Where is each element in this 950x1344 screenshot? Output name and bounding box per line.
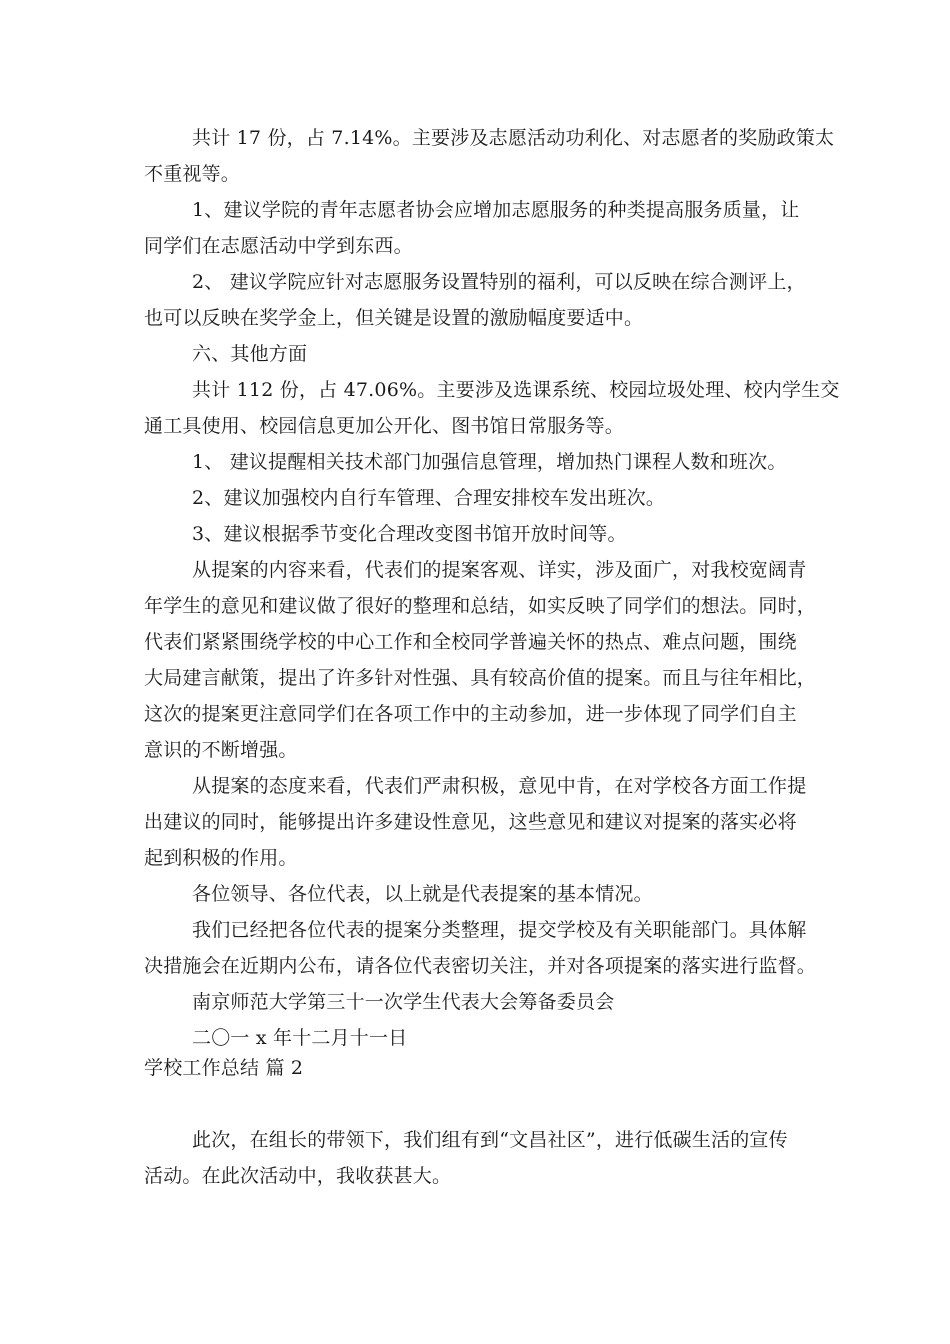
paragraph-line: 共计 112 份，占 47.06%。主要涉及选课系统、校园垃圾处理、校内学生交	[192, 379, 840, 401]
paragraph-line: 代表们紧紧围绕学校的中心工作和全校同学普遍关怀的热点、难点问题，围绕	[144, 631, 797, 653]
paragraph-line: 活动。在此次活动中，我收获甚大。	[144, 1165, 452, 1187]
paragraph-line: 1、建议学院的青年志愿者协会应增加志愿服务的种类提高服务质量，让	[192, 199, 800, 221]
paragraph-line: 意识的不断增强。	[144, 739, 298, 761]
paragraph-line: 年学生的意见和建议做了很好的整理和总结，如实反映了同学们的想法。同时，	[144, 595, 817, 617]
paragraph-line: 各位领导、各位代表，以上就是代表提案的基本情况。	[192, 883, 653, 905]
subsection-heading: 六、其他方面	[192, 343, 308, 365]
paragraph-line: 这次的提案更注意同学们在各项工作中的主动参加，进一步体现了同学们自主	[144, 703, 797, 725]
paragraph-line: 出建议的同时，能够提出许多建设性意见，这些意见和建议对提案的落实必将	[144, 811, 797, 833]
paragraph-line: 起到积极的作用。	[144, 847, 298, 869]
paragraph-line: 此次，在组长的带领下，我们组有到“文昌社区”，进行低碳生活的宣传	[192, 1129, 788, 1151]
paragraph-line: 决措施会在近期内公布，请各位代表密切关注，并对各项提案的落实进行监督。	[144, 955, 817, 977]
list-item: 1、 建议提醒相关技术部门加强信息管理，增加热门课程人数和班次。	[192, 451, 787, 473]
paragraph-line: 同学们在志愿活动中学到东西。	[144, 235, 413, 257]
paragraph-line: 从提案的态度来看，代表们严肃积极，意见中肯，在对学校各方面工作提	[192, 775, 807, 797]
signature-date: 二〇一 x 年十二月十一日	[192, 1027, 408, 1049]
list-item: 2、建议加强校内自行车管理、合理安排校车发出班次。	[192, 487, 666, 509]
paragraph-line: 从提案的内容来看，代表们的提案客观、详实，涉及面广，对我校宽阔青	[192, 559, 807, 581]
paragraph-line: 共计 17 份，占 7.14%。主要涉及志愿活动功利化、对志愿者的奖励政策太	[192, 127, 835, 149]
paragraph-line: 通工具使用、校园信息更加公开化、图书馆日常服务等。	[144, 415, 625, 437]
list-item: 3、建议根据季节变化合理改变图书馆开放时间等。	[192, 523, 627, 545]
paragraph-line: 大局建言献策，提出了许多针对性强、具有较高价值的提案。而且与往年相比，	[144, 667, 817, 689]
signature-organization: 南京师范大学第三十一次学生代表大会筹备委员会	[192, 991, 615, 1013]
paragraph-line: 我们已经把各位代表的提案分类整理，提交学校及有关职能部门。具体解	[192, 919, 807, 941]
paragraph-line: 也可以反映在奖学金上，但关键是设置的激励幅度要适中。	[144, 307, 644, 329]
section-heading: 学校工作总结 篇 2	[144, 1057, 304, 1079]
paragraph-line: 2、 建议学院应针对志愿服务设置特别的福利，可以反映在综合测评上，	[192, 271, 806, 293]
paragraph-line: 不重视等。	[144, 163, 241, 185]
